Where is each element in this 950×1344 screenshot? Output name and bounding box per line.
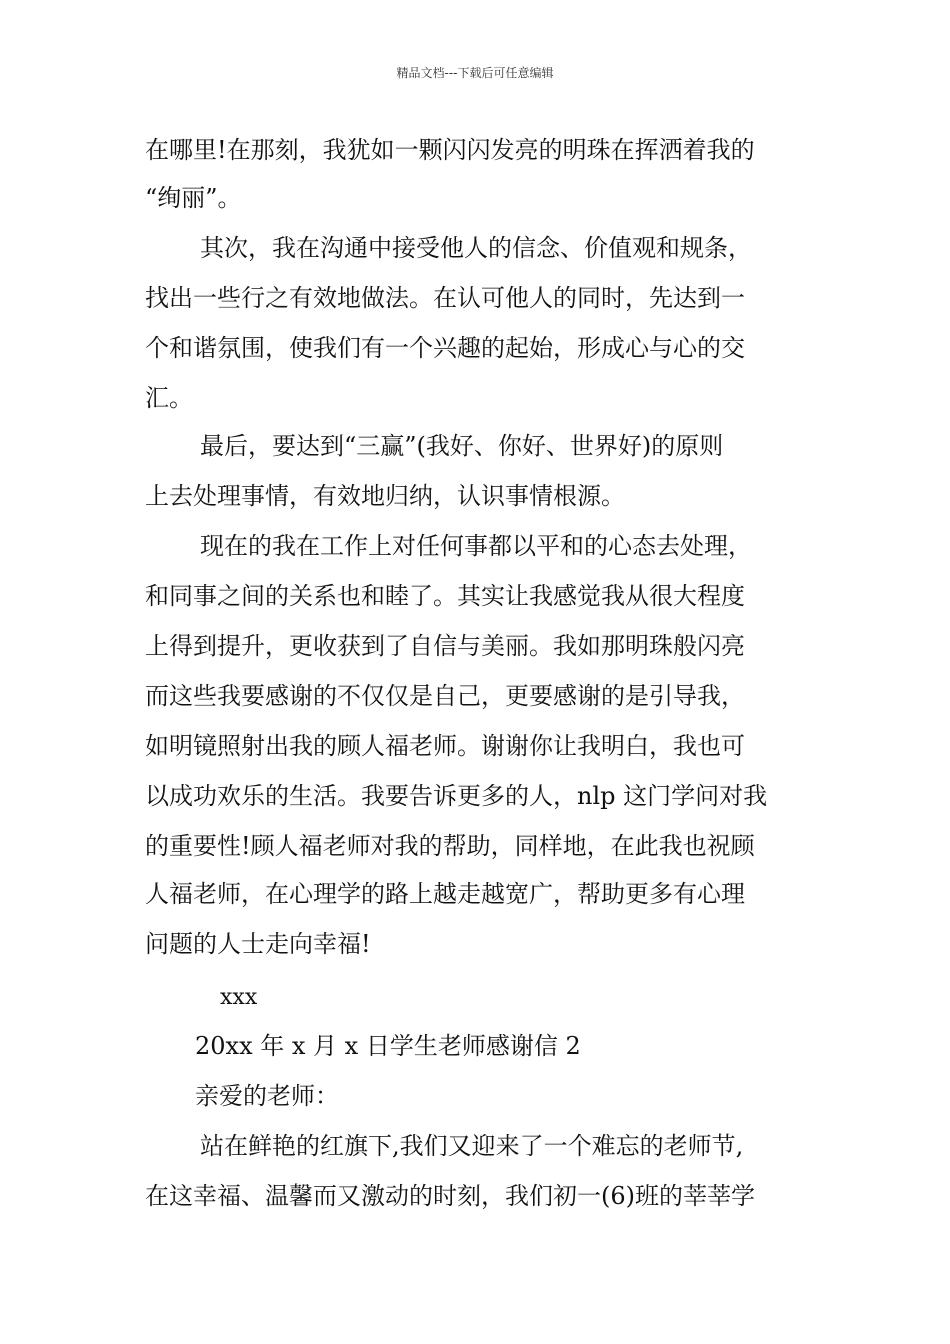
text-line: 如明镜照射出我的顾人福老师。谢谢你让我明白，我也可 bbox=[145, 732, 745, 760]
text-line: 最后，要达到“三赢”(我好、你好、世界好)的原则 bbox=[200, 432, 724, 460]
text-line: 问题的人士走向幸福! bbox=[145, 930, 371, 958]
text-line: 现在的我在工作上对任何事都以平和的心态去处理， bbox=[200, 532, 752, 560]
text-line: 站在鲜艳的红旗下,我们又迎来了一个难忘的老师节, bbox=[200, 1132, 744, 1160]
text-line: 的重要性!顾人福老师对我的帮助，同样地，在此我也祝顾 bbox=[145, 832, 755, 860]
salutation: 亲爱的老师： bbox=[195, 1082, 339, 1110]
letter-title: 20xx 年 x 月 x 日学生老师感谢信 2 bbox=[195, 1032, 581, 1060]
text-line: 而这些我要感谢的不仅仅是自己，更要感谢的是引导我， bbox=[145, 682, 745, 710]
text-line: 其次，我在沟通中接受他人的信念、价值观和规条， bbox=[200, 234, 752, 262]
text-line: 上得到提升，更收获到了自信与美丽。我如那明珠般闪亮 bbox=[145, 632, 745, 660]
text-line: “绚丽”。 bbox=[145, 184, 242, 212]
text-line: 汇。 bbox=[145, 384, 193, 412]
text-line: 在这幸福、温馨而又激动的时刻，我们初一(6)班的莘莘学 bbox=[145, 1182, 755, 1210]
text-line: 个和谐氛围，使我们有一个兴趣的起始，形成心与心的交 bbox=[145, 334, 745, 362]
text-line: 以成功欢乐的生活。我要告诉更多的人，nlp 这门学问对我 bbox=[145, 782, 768, 810]
text-line: 找出一些行之有效地做法。在认可他人的同时，先达到一 bbox=[145, 284, 745, 312]
text-line: 和同事之间的关系也和睦了。其实让我感觉我从很大程度 bbox=[145, 582, 745, 610]
text-line: 在哪里!在那刻，我犹如一颗闪闪发亮的明珠在挥洒着我的 bbox=[145, 136, 755, 164]
page-header: 精品文档---下载后可任意编辑 bbox=[396, 66, 554, 80]
signature-name: xxx bbox=[220, 985, 258, 1010]
text-line: 人福老师，在心理学的路上越走越宽广，帮助更多有心理 bbox=[145, 880, 745, 908]
text-line: 上去处理事情，有效地归纳，认识事情根源。 bbox=[145, 482, 625, 510]
